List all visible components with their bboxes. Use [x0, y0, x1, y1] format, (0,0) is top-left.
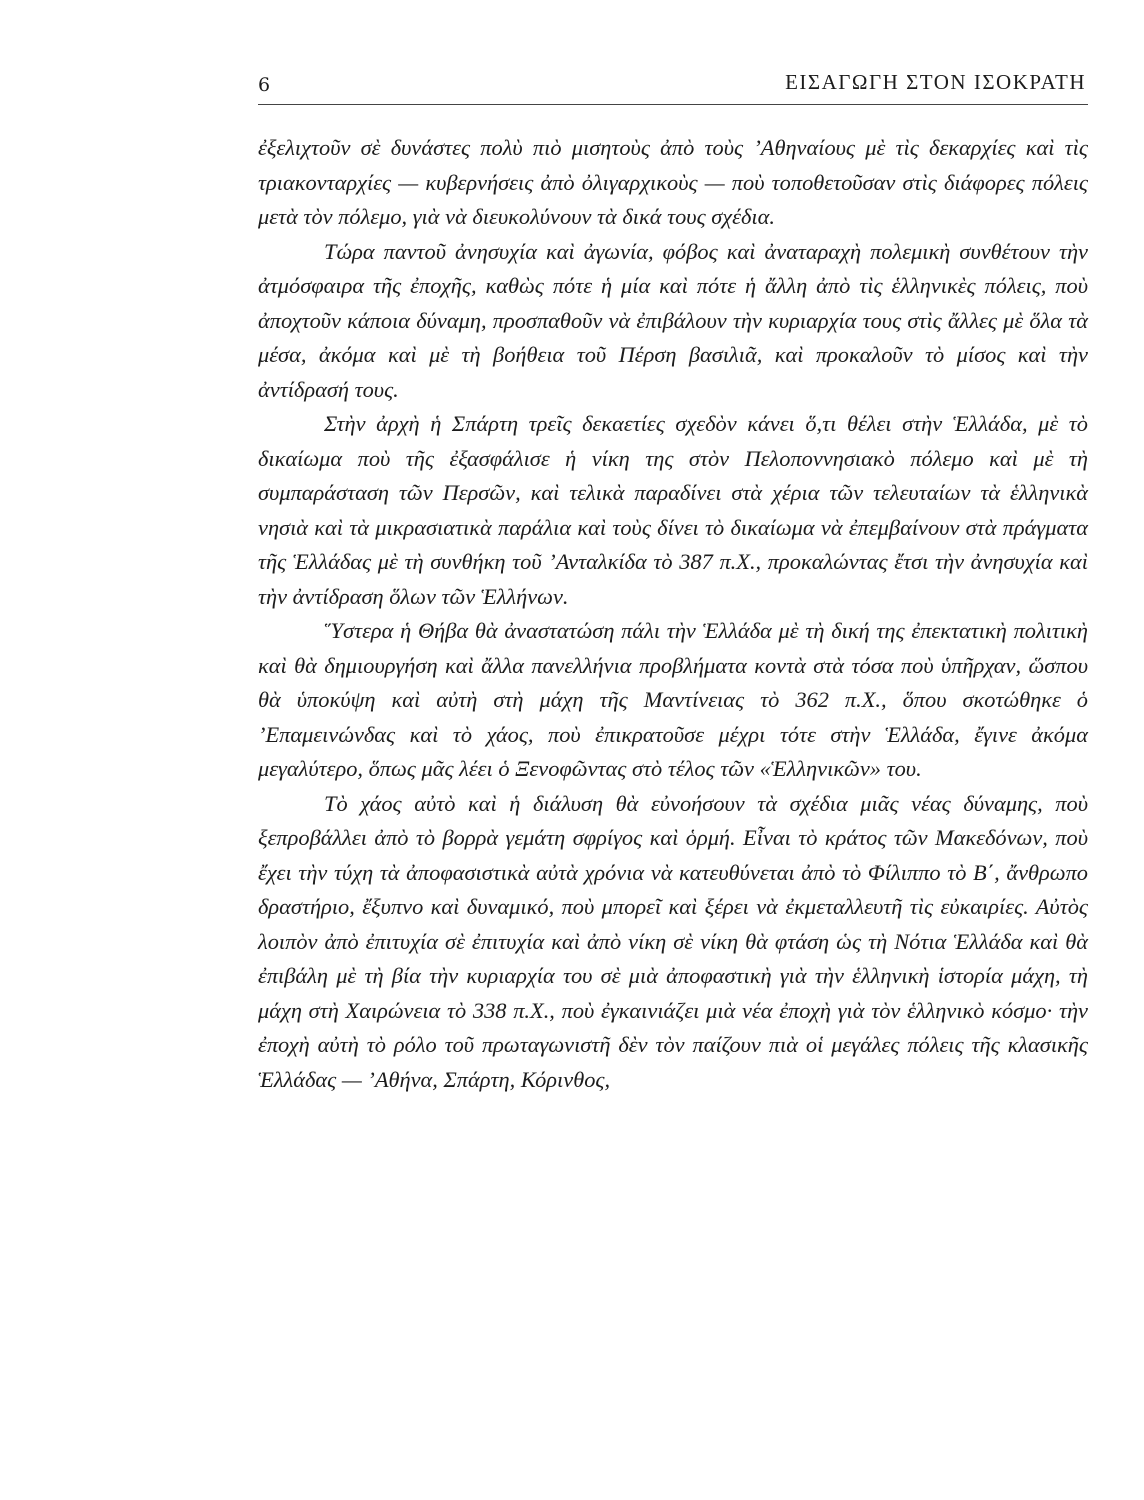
paragraph: Στὴν ἀρχὴ ἡ Σπάρτη τρεῖς δεκαετίες σχεδὸν κάνει ὅ,τι θέλει στὴν Ἑλλάδα, μὲ τὸ δικαίωμα ποὺ τῆς ἐξασφάλισε ἡ νίκη της στὸν Πελοποννησιακὸ πόλεμο καὶ μὲ τὴ συμπαράσταση τῶν Περσῶν, καὶ τελικὰ παραδίνει στὰ χέρια τῶν τελευταίων τὰ ἑλληνικὰ νησιὰ καὶ τὰ μικρασιατικὰ παράλια καὶ τοὺς δίνει τὸ δικαίωμα νὰ ἐπεμβαίνουν στὰ πράγματα τῆς Ἑλλάδας μὲ τὴ συνθήκη τοῦ ’Ανταλκίδα τὸ 387 π.Χ., προκαλώντας ἔτσι τὴν ἀνησυχία καὶ τὴν ἀντίδραση ὅλων τῶν Ἑλλήνων.	[258, 411, 1088, 609]
header-rule	[258, 104, 1088, 105]
paragraph: ἐξελιχτοῦν σὲ δυνάστες πολὺ πιὸ μισητοὺς ἀπὸ τοὺς ’Αθηναίους μὲ τὶς δεκαρχίες καὶ τὶς τριακονταρχίες — κυβερνήσεις ἀπὸ ὀλιγαρχικοὺς — ποὺ τοποθετοῦσαν στὶς διάφορες πόλεις μετὰ τὸν πόλεμο, γιὰ νὰ διευκολύνουν τὰ δικά τους σχέδια.	[258, 135, 1088, 229]
running-title: ΕΙΣΑΓΩΓΗ ΣΤΟΝ ΙΣΟΚΡΑΤΗ	[785, 70, 1086, 94]
body-text	[258, 131, 1088, 1097]
paragraph: Τώρα παντοῦ ἀνησυχία καὶ ἀγωνία, φόβος καὶ ἀναταραχὴ πολεμικὴ συνθέτουν τὴν ἀτμόσφαιρα τῆς ἐποχῆς, καθὼς πότε ἡ μία καὶ πότε ἡ ἄλλη ἀπὸ τὶς ἑλληνικὲς πόλεις, ποὺ ἀποχτοῦν κάποια δύναμη, προσπαθοῦν νὰ ἐπιβάλουν τὴν κυριαρχία τους στὶς ἄλλες μὲ ὅλα τὰ μέσα, ἀκόμα καὶ μὲ τὴ βοήθεια τοῦ Πέρση βασιλιᾶ, καὶ προκαλοῦν τὸ μίσος καὶ τὴν ἀντίδρασή τους.	[258, 238, 1088, 402]
paragraph: Τὸ χάος αὐτὸ καὶ ἡ διάλυση θὰ εὐνοήσουν τὰ σχέδια μιᾶς νέας δύναμης, ποὺ ξεπροβάλλει ἀπὸ τὸ βορρὰ γεμάτη σφρίγος καὶ ὁρμή. Εἶναι τὸ κράτος τῶν Μακεδόνων, ποὺ ἔχει τὴν τύχη τὰ ἀποφασιστικὰ αὐτὰ χρόνια νὰ κατευθύνεται ἀπὸ τὸ Φίλιππο τὸ Β΄, ἄνθρωπο δραστήριο, ἔξυπνο καὶ δυναμικό, ποὺ μπορεῖ καὶ ξέρει νὰ ἐκμεταλλευτῆ τὶς εὐκαιρίες. Αὐτὸς λοιπὸν ἀπὸ ἐπιτυχία σὲ ἐπιτυχία καὶ ἀπὸ νίκη σὲ νίκη θὰ φτάση ὡς τὴ Νότια Ἑλλάδα καὶ θὰ ἐπιβάλη μὲ τὴ βία τὴν κυριαρχία του σὲ μιὰ ἀποφαστικὴ γιὰ τὴν ἑλληνικὴ ἱστορία μάχη, τὴ μάχη στὴ Χαιρώνεια τὸ 338 π.Χ., ποὺ ἐγκαινιάζει μιὰ νέα ἐποχὴ γιὰ τὸν ἑλληνικὸ κόσμο· τὴν ἐποχὴ αὐτὴ τὸ ρόλο τοῦ πρωταγωνιστῆ δὲν τὸν παίζουν πιὰ οἱ μεγάλες πόλεις τῆς κλασικῆς Ἑλλάδας — ’Αθήνα, Σπάρτη, Κόρινθος,	[258, 790, 1088, 1092]
page-number: 6	[258, 74, 271, 96]
running-head	[258, 62, 1088, 102]
paragraph: Ὕστερα ἡ Θήβα θὰ ἀναστατώση πάλι τὴν Ἑλλάδα μὲ τὴ δική της ἐπεκτατικὴ πολιτικὴ καὶ θὰ δημιουργήση καὶ ἄλλα πανελλήνια προβλήματα κοντὰ στὰ τόσα ποὺ ὑπῆρχαν, ὥσπου θὰ ὑποκύψη καὶ αὐτὴ στὴ μάχη τῆς Μαντίνειας τὸ 362 π.Χ., ὅπου σκοτώθηκε ὁ ’Επαμεινώνδας καὶ τὸ χάος, ποὺ ἐπικρατοῦσε μέχρι τότε στὴν Ἑλλάδα, ἔγινε ἀκόμα μεγαλύτερο, ὅπως μᾶς λέει ὁ Ξενοφῶντας στὸ τέλος τῶν «Ἑλληνικῶν» του.	[258, 618, 1088, 781]
